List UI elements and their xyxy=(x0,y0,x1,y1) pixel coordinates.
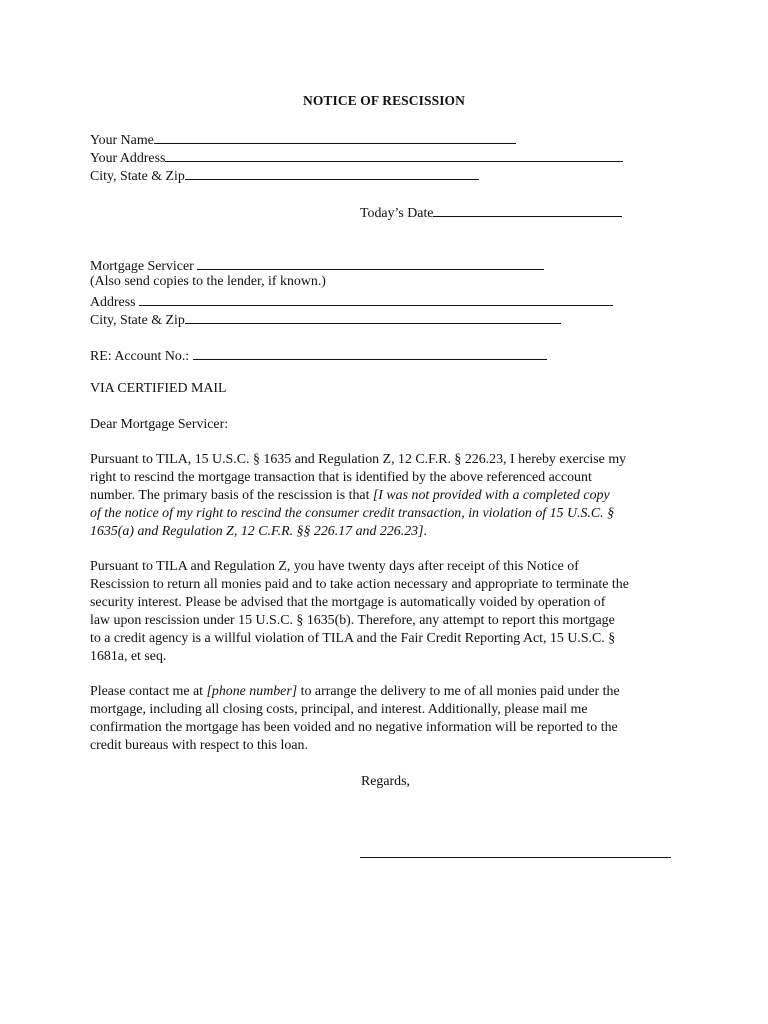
date-line xyxy=(360,202,622,220)
servicer-address-label: Address xyxy=(90,295,139,310)
your-address-line xyxy=(90,147,623,165)
p1-line-3-italic: [I was not provided with a completed copy xyxy=(372,488,610,503)
your-address-blank[interactable] xyxy=(165,147,623,162)
servicer-city-line xyxy=(90,309,561,327)
p1-line-1: Pursuant to TILA, 15 U.S.C. § 1635 and Regulation Z, 12 C.F.R. § 226.23, I hereby exercise my xyxy=(90,452,627,467)
servicer-address-blank[interactable] xyxy=(139,291,613,306)
p2-line-6: 1681a, et seq. xyxy=(90,649,167,664)
your-city-label: City, State & Zip xyxy=(90,169,185,184)
salutation: Dear Mortgage Servicer: xyxy=(90,417,229,432)
servicer-city-label: City, State & Zip xyxy=(90,313,185,328)
servicer-label: Mortgage Servicer xyxy=(90,259,198,274)
your-city-line xyxy=(90,165,479,183)
copies-note: (Also send copies to the lender, if known.) xyxy=(90,274,326,289)
p2-line-5: to a credit agency is a willful violation of TILA and the Fair Credit Reporting Act, 15 U.S.C. § xyxy=(90,631,616,646)
closing-regards: Regards, xyxy=(361,774,410,789)
your-city-blank[interactable] xyxy=(185,165,479,180)
p2-line-4: law upon rescission under 15 U.S.C. § 1635(b). Therefore, any attempt to report this mortgage xyxy=(90,613,615,628)
servicer-line xyxy=(90,255,544,273)
account-number-blank[interactable] xyxy=(193,345,547,360)
your-name-label: Your Name xyxy=(90,133,154,148)
p2-line-1: Pursuant to TILA and Regulation Z, you have twenty days after receipt of this Notice of xyxy=(90,559,579,574)
date-blank[interactable] xyxy=(433,202,622,217)
phone-number-placeholder: [phone number] xyxy=(206,684,298,699)
servicer-city-blank[interactable] xyxy=(185,309,561,324)
p1-line-4-italic: of the notice of my right to rescind the consumer credit transaction, in violation of 15 U.S.C. § xyxy=(90,506,615,521)
p1-line-3 xyxy=(90,487,610,505)
re-account-line xyxy=(90,345,547,363)
servicer-blank[interactable] xyxy=(197,255,544,270)
p1-line-5 xyxy=(90,523,427,541)
p1-line-2: right to rescind the mortgage transaction that is identified by the above referenced account xyxy=(90,470,592,485)
p2-line-2: Rescission to return all monies paid and to take action necessary and appropriate to terminate the xyxy=(90,577,629,592)
p3-line-1-b: to arrange the delivery to me of all monies paid under the xyxy=(297,684,620,699)
your-address-label: Your Address xyxy=(90,151,166,166)
signature-line[interactable] xyxy=(360,857,671,858)
re-account-label: RE: Account No.: xyxy=(90,349,193,364)
p3-line-1 xyxy=(90,683,620,701)
document-title: NOTICE OF RESCISSION xyxy=(302,93,466,108)
via-certified-mail: VIA CERTIFIED MAIL xyxy=(90,381,227,396)
p1-line-4 xyxy=(90,505,614,523)
your-name-line xyxy=(90,129,516,147)
p3-line-1-a: Please contact me at xyxy=(90,684,207,699)
p1-line-3-text: number. The primary basis of the rescission is that xyxy=(90,488,373,503)
p3-line-2: mortgage, including all closing costs, principal, and interest. Additionally, please mail me xyxy=(90,702,588,717)
your-name-blank[interactable] xyxy=(154,129,516,144)
p2-line-3: security interest. Please be advised that the mortgage is automatically voided by operation of xyxy=(90,595,606,610)
p1-line-5-italic: 1635(a) and Regulation Z, 12 C.F.R. §§ 226.17 and 226.23] xyxy=(90,524,424,539)
p1-line-5-end: . xyxy=(423,524,427,539)
servicer-address-line xyxy=(90,291,613,309)
date-label: Today’s Date xyxy=(360,206,434,221)
p3-line-4: credit bureaus with respect to this loan. xyxy=(90,738,308,753)
p3-line-3: confirmation the mortgage has been voided and no negative information will be reported to the xyxy=(90,720,618,735)
